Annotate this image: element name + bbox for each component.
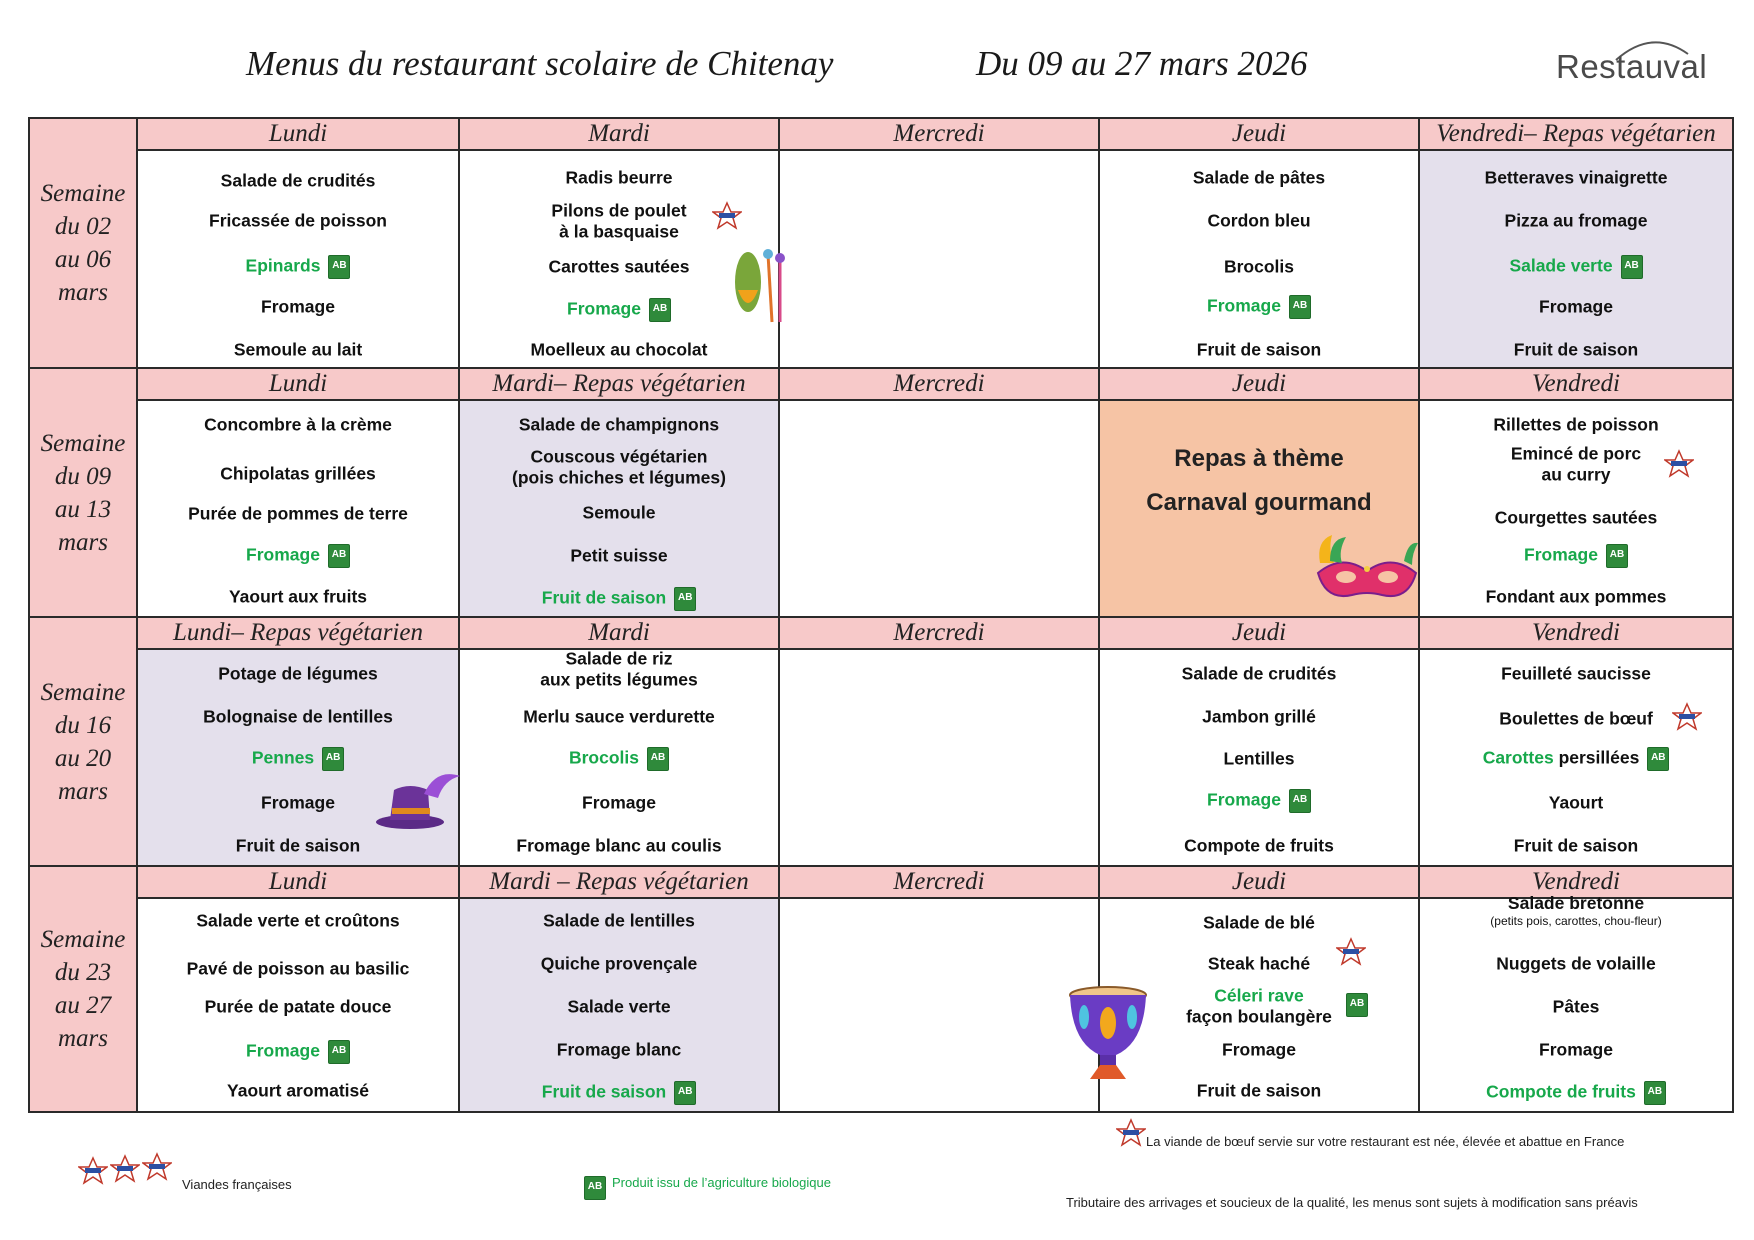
menu-item: Pennes AB	[138, 747, 458, 771]
menu-item: Merlu sauce verdurette	[523, 706, 715, 727]
menu-cell	[1100, 650, 1418, 865]
menu-item: Fruit de saison AB	[460, 587, 778, 611]
menu-cell	[460, 650, 778, 865]
menu-item: Courgettes sautées	[1494, 507, 1658, 528]
menu-item: Fromage	[1222, 1039, 1296, 1060]
menu-item: Steak haché	[1207, 953, 1311, 974]
menu-item: Fromage	[1539, 296, 1613, 317]
menu-cell-empty	[780, 151, 1098, 367]
menu-item: Emincé de porc	[1510, 443, 1642, 464]
menu-item: Fromage blanc	[556, 1039, 682, 1060]
menu-item: Brocolis AB	[460, 747, 778, 771]
theme-meal-cell	[1100, 401, 1418, 616]
menu-cell	[138, 401, 458, 616]
week-label: Semaine du 02 au 06 mars	[30, 119, 138, 367]
french-meat-icon	[712, 201, 742, 231]
day-header: Mercredi	[780, 119, 1098, 151]
day-header: Jeudi	[1100, 119, 1418, 151]
week-label: Semaine du 16 au 20 mars	[30, 618, 138, 865]
day-header: Vendredi	[1420, 369, 1732, 401]
bio-icon: AB	[328, 544, 350, 568]
menu-cell-empty	[780, 650, 1098, 865]
menu-item: Salade de crudités	[1181, 663, 1337, 684]
menu-item: Fruit de saison	[1513, 339, 1639, 360]
menu-item: Cordon bleu	[1207, 210, 1311, 231]
menu-item: Salade de crudités	[220, 170, 376, 191]
bio-legend: Produit issu de l’agriculture biologique	[612, 1175, 831, 1190]
menu-cell	[138, 899, 458, 1111]
bio-icon: AB	[674, 587, 696, 611]
bio-icon: AB	[649, 298, 671, 322]
menu-item: Carottes persillées AB	[1420, 747, 1732, 771]
menu-item: Betteraves vinaigrette	[1484, 167, 1668, 188]
menu-item: Pilons de poulet	[551, 200, 687, 221]
menu-item: Fromage	[1539, 1039, 1613, 1060]
menu-cell	[138, 151, 458, 367]
menu-item: Chipolatas grillées	[220, 463, 376, 484]
menu-item: Compote de fruits AB	[1420, 1081, 1732, 1105]
menu-item: Carottes sautées	[548, 256, 690, 277]
french-meat-icon	[1116, 1118, 1146, 1148]
carnival-hat-icon	[374, 768, 462, 832]
french-meat-icon	[142, 1152, 172, 1182]
french-meat-icon	[1664, 449, 1694, 479]
menu-item: Semoule au lait	[233, 339, 363, 360]
menu-cell-empty	[780, 899, 1098, 1111]
day-header: Vendredi	[1420, 618, 1732, 650]
menu-item: aux petits légumes	[540, 669, 698, 690]
menu-item: Fricassée de poisson	[209, 210, 387, 231]
menu-item: Fruit de saison	[1513, 835, 1639, 856]
theme-subtitle: Carnaval gourmand	[1146, 489, 1372, 516]
menu-item: Yaourt aux fruits	[228, 586, 368, 607]
day-header: Vendredi– Repas végétarien	[1420, 119, 1732, 151]
menu-item: Purée de pommes de terre	[188, 503, 408, 524]
week-label: Semaine du 23 au 27 mars	[30, 867, 138, 1111]
day-header: Lundi	[138, 119, 458, 151]
menu-item: Epinards AB	[138, 255, 458, 279]
menu-item: Concombre à la crème	[204, 414, 392, 435]
bio-icon: AB	[1346, 993, 1368, 1017]
menu-item: Rillettes de poisson	[1493, 414, 1659, 435]
menu-item: Fruit de saison	[235, 835, 361, 856]
day-header: Jeudi	[1100, 867, 1418, 899]
day-header: Mardi – Repas végétarien	[460, 867, 778, 899]
bio-icon: AB	[584, 1176, 606, 1200]
menu-item: Salade verte et croûtons	[196, 910, 400, 931]
bio-icon: AB	[1647, 747, 1669, 771]
menu-item: Fruit de saison	[1196, 339, 1322, 360]
bio-icon: AB	[1289, 295, 1311, 319]
menu-item: Fromage	[582, 792, 656, 813]
date-range: Du 09 au 27 mars 2026	[976, 44, 1308, 83]
menu-item: Fromage	[261, 792, 335, 813]
menu-cell	[1100, 151, 1418, 367]
restauval-logo	[1548, 34, 1708, 104]
bio-icon: AB	[647, 747, 669, 771]
menu-item: Potage de légumes	[218, 663, 378, 684]
day-header: Mercredi	[780, 618, 1098, 650]
bio-icon: AB	[1289, 789, 1311, 813]
menu-item: Bolognaise de lentilles	[203, 706, 393, 727]
menu-item: Salade de blé	[1203, 912, 1315, 933]
menu-item: à la basquaise	[559, 221, 679, 242]
day-header: Jeudi	[1100, 369, 1418, 401]
menu-cell	[1420, 650, 1732, 865]
day-header: Mardi	[460, 119, 778, 151]
disclaimer: Tributaire des arrivages et soucieux de la qualité, les menus sont sujets à modification sans préavis	[1066, 1195, 1638, 1210]
menu-item: Céleri rave	[1214, 985, 1304, 1006]
day-header: Jeudi	[1100, 618, 1418, 650]
day-header: Mercredi	[780, 369, 1098, 401]
menu-cell-vegetarian	[138, 650, 458, 865]
menu-item: au curry	[1541, 464, 1611, 485]
menu-item: Fruit de saison AB	[460, 1081, 778, 1105]
menu-item: Jambon grillé	[1202, 706, 1316, 727]
menu-item: Couscous végétarien	[530, 446, 708, 467]
menu-cell-vegetarian	[1420, 151, 1732, 367]
carnival-mask-icon	[1312, 533, 1422, 611]
menu-item: Purée de patate douce	[204, 996, 392, 1017]
menu-item: Salade verte	[567, 996, 671, 1017]
day-header: Mardi– Repas végétarien	[460, 369, 778, 401]
menu-item: Yaourt	[1548, 792, 1604, 813]
menu-item: Fromage AB	[138, 1040, 458, 1064]
menu-item: Boulettes de bœuf	[1499, 708, 1653, 729]
menu-item: Compote de fruits	[1184, 835, 1334, 856]
menu-item: Salade de pâtes	[1192, 167, 1326, 188]
bio-icon: AB	[328, 1040, 350, 1064]
menu-item: Fromage AB	[1100, 789, 1418, 813]
menu-item: Fromage AB	[1420, 544, 1732, 568]
theme-title: Repas à thème	[1174, 445, 1344, 472]
menu-item: Brocolis	[1223, 256, 1295, 277]
beef-origin-note: La viande de bœuf servie sur votre restaurant est née, élevée et abattue en France	[1146, 1134, 1625, 1149]
menu-item: Salade verte AB	[1420, 255, 1732, 279]
menu-cell	[1420, 893, 1732, 1111]
menu-item: Salade de riz	[565, 648, 673, 669]
day-header: Lundi	[138, 867, 458, 899]
french-meat-icon	[1672, 702, 1702, 732]
bio-icon: AB	[1621, 255, 1643, 279]
french-meat-icon	[1336, 937, 1366, 967]
bio-icon: AB	[1606, 544, 1628, 568]
menu-cell-vegetarian	[460, 899, 778, 1111]
menu-item: Yaourt aromatisé	[227, 1080, 369, 1101]
menu-cell	[460, 151, 778, 367]
day-header: Lundi	[138, 369, 458, 401]
day-header: Mardi	[460, 618, 778, 650]
bio-icon: AB	[322, 747, 344, 771]
day-header: Mercredi	[780, 867, 1098, 899]
menu-cell	[1420, 401, 1732, 616]
menu-item: Pâtes	[1552, 996, 1600, 1017]
menu-item: Fromage AB	[460, 298, 778, 322]
menu-item: Salade de champignons	[518, 414, 720, 435]
menu-item: Fruit de saison	[1196, 1080, 1322, 1101]
menu-item: Fromage	[261, 296, 335, 317]
menu-item: Salade de lentilles	[543, 910, 695, 931]
french-meat-legend: Viandes françaises	[182, 1177, 292, 1192]
menu-cell-vegetarian	[460, 401, 778, 616]
menu-item: Pavé de poisson au basilic	[186, 958, 410, 979]
menu-item: Petit suisse	[570, 545, 668, 566]
bio-icon: AB	[328, 255, 350, 279]
day-header: Vendredi	[1420, 867, 1732, 899]
french-meat-icon	[110, 1154, 140, 1184]
menu-item: Semoule	[582, 502, 656, 523]
menu-item: Fromage blanc au coulis	[516, 835, 722, 856]
bio-icon: AB	[674, 1081, 696, 1105]
menu-item: Fromage AB	[1100, 295, 1418, 319]
menu-grid	[28, 117, 1734, 1113]
day-header: Lundi– Repas végétarien	[138, 618, 458, 650]
french-meat-icon	[78, 1156, 108, 1186]
bio-icon: AB	[1644, 1081, 1666, 1105]
page-title: Menus du restaurant scolaire de Chitenay	[246, 44, 834, 83]
menu-item: Salade bretonne (petits pois, carottes, chou-fleur)	[1490, 893, 1662, 928]
menu-cell-empty	[780, 401, 1098, 616]
menu-item: Feuilleté saucisse	[1501, 663, 1651, 684]
menu-item: Pizza au fromage	[1504, 210, 1648, 231]
menu-item: Moelleux au chocolat	[530, 339, 708, 360]
menu-item: Radis beurre	[565, 167, 673, 188]
menu-item: Quiche provençale	[540, 953, 698, 974]
menu-item: Lentilles	[1223, 748, 1295, 769]
menu-item: Nuggets de volaille	[1496, 953, 1656, 974]
menu-item: Fondant aux pommes	[1485, 586, 1667, 607]
logo-text: Restauval	[1556, 48, 1708, 85]
menu-cell	[1100, 899, 1418, 1111]
menu-item: Fromage AB	[138, 544, 458, 568]
menu-item: (pois chiches et légumes)	[512, 467, 726, 488]
week-label: Semaine du 09 au 13 mars	[30, 369, 138, 616]
menu-item: façon boulangère	[1186, 1006, 1332, 1027]
